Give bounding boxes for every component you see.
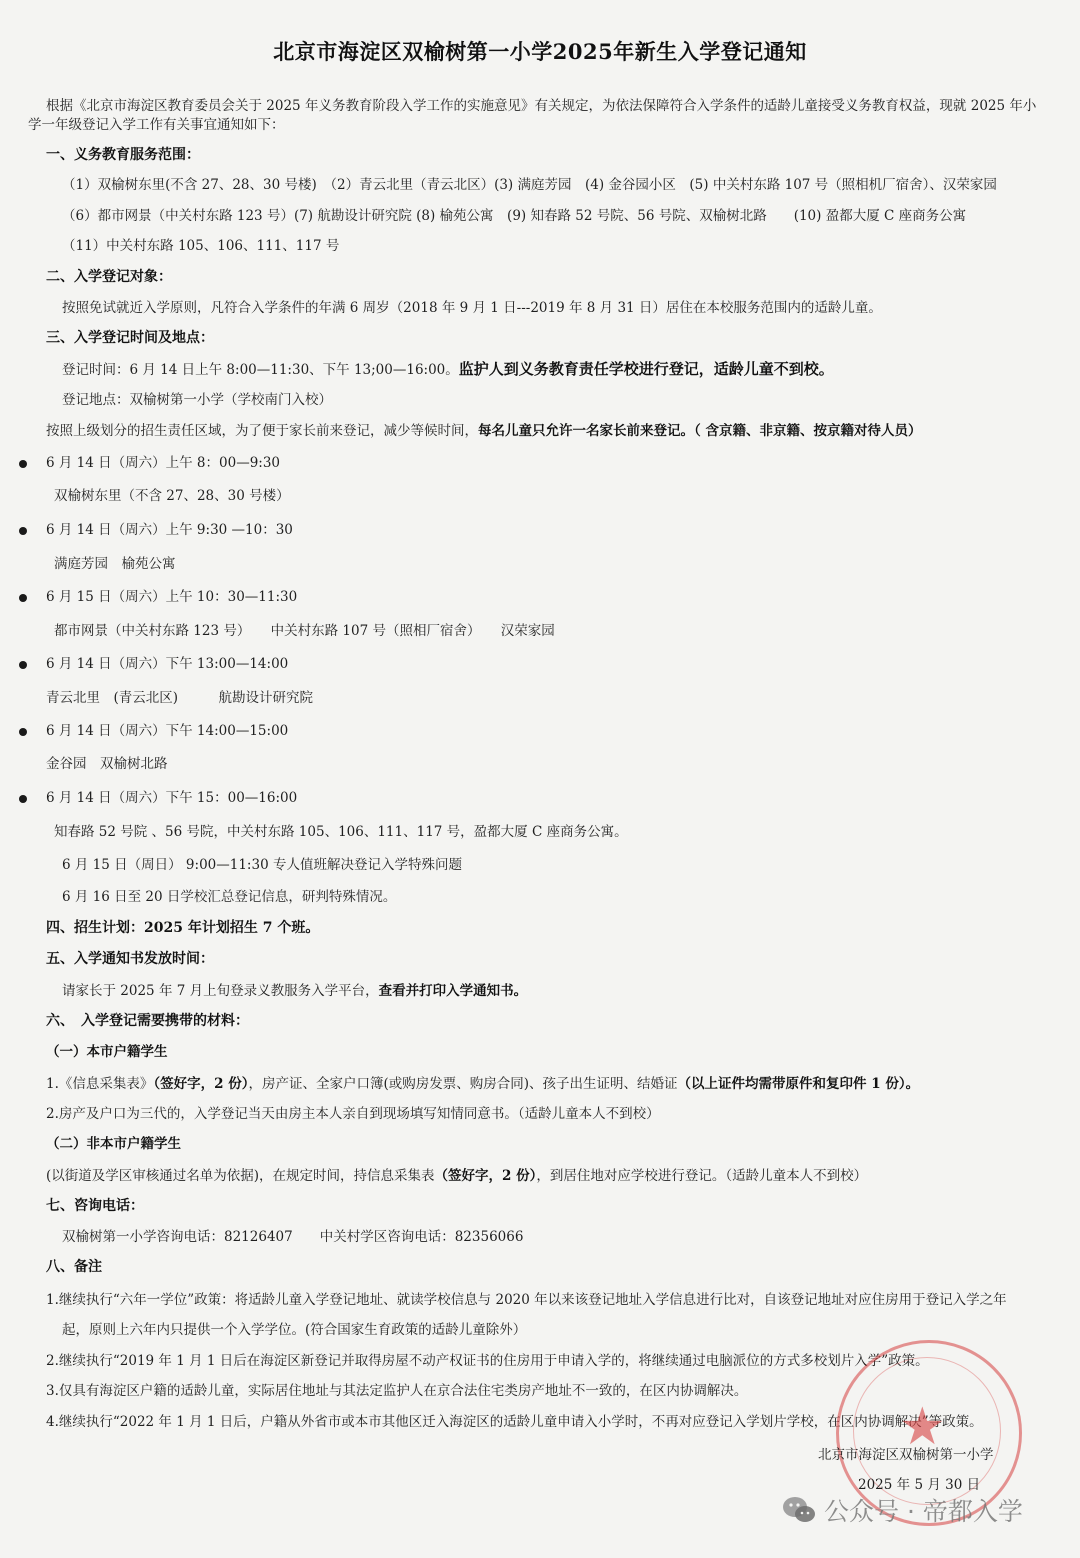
- schedule-area: 双榆树东里（不含 27、28、30 号楼）: [54, 488, 290, 504]
- bullet-icon: [19, 795, 27, 803]
- service-area-line-1: （1）双榆树东里(不含 27、28、30 号楼) （2）青云北里（青云北区）(3) 满庭芳园 (4) 金谷园小区 (5) 中关村东路 107 号（照相机厂宿舍）、汉荣家园: [62, 177, 997, 193]
- schedule-time: 6 月 15 日（周六）上午 10：30—11:30: [46, 589, 298, 605]
- materials-item-1: [46, 1075, 919, 1093]
- service-area-line-3: （11）中关村东路 105、106、111、117 号: [62, 238, 340, 254]
- remark-4: 4.继续执行“2022 年 1 月 1 日后，户籍从外省市或本市其他区迁入海淀区的适龄儿童申请入小学时，不再对应登记入学划片学校，在区内协调解决”等政策。: [46, 1414, 983, 1430]
- bullet-icon: [19, 661, 27, 669]
- section-6-heading: 六、 入学登记需要携带的材料：: [46, 1013, 249, 1029]
- materials-item-1-c: ，房产证、全家户口簿(或购房发票、购房合同)、孩子出生证明、结婚证: [248, 1076, 678, 1092]
- section-1-heading: 一、义务教育服务范围：: [46, 147, 200, 163]
- registration-time-text: 登记时间：6 月 14 日上午 8:00—11:30、下午 13;00—16:00。: [62, 362, 459, 378]
- remark-2: 2.继续执行“2019 年 1 月 1 日后在海淀区新登记并取得房屋不动产权证书的住房用于申请入学的，将继续通过电脑派位的方式多校划片入学”政策。: [46, 1353, 929, 1369]
- signature-date: 2025 年 5 月 30 日: [858, 1477, 981, 1493]
- bullet-icon: [19, 460, 27, 468]
- section-2-text: 按照免试就近入学原则，凡符合入学条件的年满 6 周岁（2018 年 9 月 1 日---2019 年 8 月 31 日）居住在本校服务范围内的适龄儿童。: [62, 300, 882, 316]
- schedule-time: 6 月 14 日（周六）上午 8：00—9:30: [46, 455, 281, 471]
- section-8-heading: 八、备注: [46, 1259, 102, 1275]
- schedule-area: 都市网景（中关村东路 123 号） 中关村东路 107 号（照相厂宿舍） 汉荣家园: [54, 623, 555, 639]
- registration-note: [46, 422, 921, 440]
- watermark: [782, 1490, 1023, 1530]
- wechat-icon: [782, 1495, 816, 1525]
- intro-line-1: 根据《北京市海淀区教育委员会关于 2025 年义务教育阶段入学工作的实施意见》有关规定，为依法保障符合入学条件的适龄儿童接受义务教育权益，现就 2025 年小: [46, 98, 1037, 114]
- seal-star-icon: ★: [899, 1397, 946, 1457]
- registration-note-text: 按照上级划分的招生责任区域，为了便于家长前来登记，减少等候时间，: [46, 423, 478, 439]
- section-7-heading: 七、咨询电话：: [46, 1198, 144, 1214]
- materials-item-1-b: （签好字，2 份）: [153, 1076, 249, 1092]
- document-title: 北京市海淀区双榆树第一小学2025年新生入学登记通知: [273, 39, 807, 64]
- materials-item-3: [46, 1167, 867, 1185]
- section-2-heading: 二、入学登记对象：: [46, 269, 172, 285]
- registration-place: 登记地点：双榆树第一小学（学校南门入校）: [62, 392, 332, 408]
- materials-item-3-c: ，到居住地对应学校进行登记。（适龄儿童本人不到校）: [536, 1168, 868, 1184]
- special-duty-note: 6 月 15 日（周日） 9:00—11:30 专人值班解决登记入学特殊问题: [62, 857, 462, 873]
- materials-item-1-d: （以上证件均需带原件和复印件 1 份）。: [677, 1076, 920, 1092]
- schedule-area: 青云北里 (青云北区) 航勘设计研究院: [46, 690, 314, 706]
- intro-line-2: 学一年级登记入学工作有关事宜通知如下：: [28, 117, 285, 133]
- remark-1-cont: 起，原则上六年内只提供一个入学学位。(符合国家生育政策的适龄儿童除外）: [62, 1322, 527, 1338]
- materials-item-3-b: （签好字，2 份）: [434, 1168, 537, 1184]
- registration-time-emphasis: 监护人到义务教育责任学校进行登记，适龄儿童不到校。: [458, 360, 834, 378]
- schedule-time: 6 月 14 日（周六）下午 15：00—16:00: [46, 790, 298, 806]
- signature-org: 北京市海淀区双榆树第一小学: [818, 1447, 994, 1463]
- notice-release-text: 请家长于 2025 年 7 月上旬登录义教服务入学平台，: [62, 983, 379, 999]
- schedule-area: 金谷园 双榆树北路: [46, 756, 168, 772]
- schedule-time: 6 月 14 日（周六）下午 13:00—14:00: [46, 656, 289, 672]
- watermark-text: 公众号 · 帝都入学: [824, 1497, 1023, 1526]
- schedule-area: 满庭芳园 榆苑公寓: [54, 556, 176, 572]
- materials-item-1-a: 1.《信息采集表》: [46, 1076, 154, 1092]
- beijing-hukou-heading: （一）本市户籍学生: [46, 1044, 168, 1060]
- phone-numbers: 双榆树第一小学咨询电话：82126407 中关村学区咨询电话：82356066: [62, 1229, 524, 1245]
- remark-3: 3.仅具有海淀区户籍的适龄儿童，实际居住地址与其法定监护人在京合法住宅类房产地址不一致的，在区内协调解决。: [46, 1383, 748, 1399]
- registration-time: [62, 360, 834, 379]
- non-beijing-hukou-heading: （二）非本市户籍学生: [46, 1136, 181, 1152]
- materials-item-3-a: (以街道及学区审核通过名单为依据)，在规定时间，持信息采集表: [46, 1168, 435, 1184]
- bullet-icon: [19, 594, 27, 602]
- bullet-icon: [19, 527, 27, 535]
- schedule-time: 6 月 14 日（周六）上午 9:30 —10：30: [46, 522, 293, 538]
- schedule-area: 知春路 52 号院 、56 号院，中关村东路 105、106、111、117 号，盈都大厦 C 座商务公寓。: [54, 824, 628, 840]
- remark-1: 1.继续执行“六年一学位”政策：将适龄儿童入学登记地址、就读学校信息与 2020 年以来该登记地址入学信息进行比对，自该登记地址对应住房用于登记入学之年: [46, 1292, 1007, 1308]
- section-4-heading: 四、招生计划：2025 年计划招生 7 个班。: [46, 920, 320, 936]
- bullet-icon: [19, 728, 27, 736]
- section-3-heading: 三、入学登记时间及地点：: [46, 330, 214, 346]
- section-5-heading: 五、入学通知书发放时间：: [46, 951, 214, 967]
- notice-release: [62, 982, 527, 1000]
- schedule-time: 6 月 14 日（周六）下午 14:00—15:00: [46, 723, 289, 739]
- registration-note-emphasis: 每名儿童只允许一名家长前来登记。（ 含京籍、非京籍、按京籍对待人员）: [478, 423, 922, 439]
- service-area-line-2: （6）都市网景（中关村东路 123 号）(7) 航勘设计研究院 (8) 榆苑公寓 (9) 知春路 52 号院、56 号院、双榆树北路 (10) 盈都大厦 C 座商务公寓: [62, 208, 967, 224]
- materials-item-2: 2.房产及户口为三代的，入学登记当天由房主本人亲自到现场填写知情同意书。（适龄儿童本人不到校）: [46, 1106, 660, 1122]
- summary-note: 6 月 16 日至 20 日学校汇总登记信息，研判特殊情况。: [62, 889, 397, 905]
- notice-release-emphasis: 查看并打印入学通知书。: [378, 983, 528, 999]
